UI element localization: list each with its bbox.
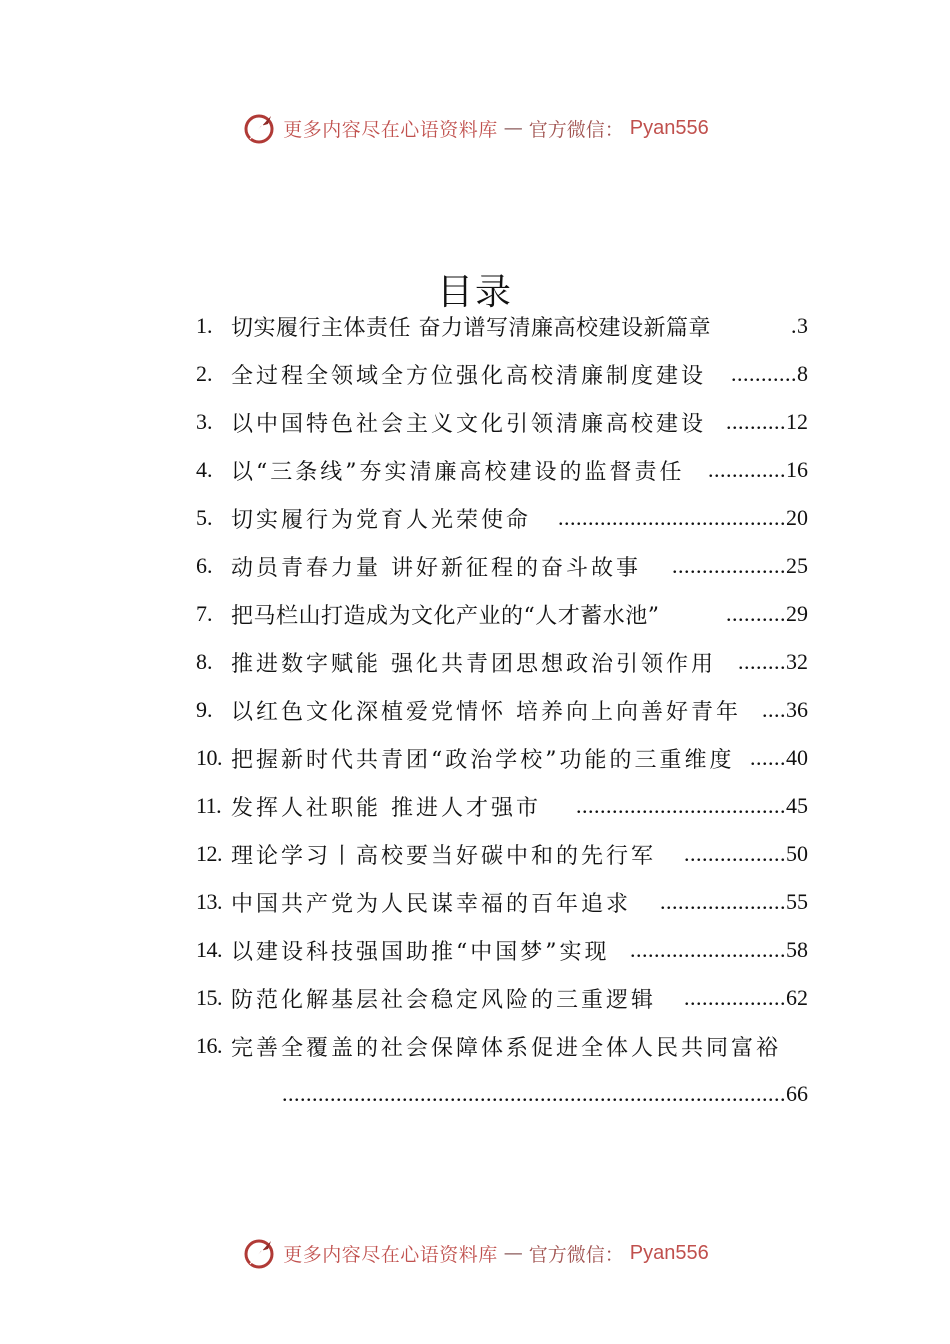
toc-number: 13. (196, 889, 222, 914)
toc-number: 10. (196, 745, 222, 770)
toc-leader: ........... (731, 361, 797, 386)
toc-leader: .......... (726, 409, 786, 434)
toc-entry-2[interactable] (196, 350, 808, 398)
toc-entry-13[interactable] (196, 878, 808, 926)
toc-entry-3[interactable] (196, 398, 808, 446)
toc-entry-6[interactable] (196, 542, 808, 590)
toc-number: 3. (196, 409, 213, 434)
page-title: 目录 (436, 272, 513, 314)
toc-entry-1[interactable] (196, 302, 808, 350)
toc-title: 发挥人社职能 推进人才强市 (231, 795, 541, 821)
toc-page: 58 (786, 937, 808, 962)
toc-page: 50 (786, 841, 808, 866)
toc-number: 5. (196, 505, 213, 530)
toc-leader: ...................................... (558, 505, 786, 530)
banner-wechat-id: Pyan556 (629, 116, 709, 139)
toc-title: 把马栏山打造成为文化产业的“人才蓄水池” (231, 603, 660, 629)
toc-page: 25 (786, 553, 808, 578)
toc-leader: . (791, 313, 797, 338)
banner-separator: — (503, 117, 523, 139)
toc-leader: ........ (738, 649, 786, 674)
toc-title: 以中国特色社会主义文化引领清廉高校建设 (231, 411, 707, 437)
toc-title: 把握新时代共青团“政治学校”功能的三重维度 (231, 747, 735, 773)
toc-entry-8[interactable] (196, 638, 808, 686)
toc-title: 防范化解基层社会稳定风险的三重逻辑 (231, 987, 657, 1013)
toc-number: 12. (196, 841, 222, 866)
banner-text: 更多内容尽在心语资料库 (283, 118, 498, 141)
toc-entry-14[interactable] (196, 926, 808, 974)
toc-leader: ..................... (660, 889, 786, 914)
toc-leader: ................................... (576, 793, 786, 818)
toc-title: 切实履行为党育人光荣使命 (231, 507, 532, 533)
toc-number: 4. (196, 457, 213, 482)
toc-title: 中国共产党为人民谋幸福的百年追求 (231, 891, 632, 917)
toc-title: 以建设科技强国助推“中国梦”实现 (231, 939, 610, 965)
toc-number: 16. (196, 1033, 222, 1058)
toc-entry-16[interactable] (196, 1022, 808, 1070)
toc-leader: ................... (672, 553, 786, 578)
footer-watermark-banner (0, 1233, 950, 1273)
banner-text: 更多内容尽在心语资料库 (283, 1243, 498, 1266)
toc-title: 以“三条线”夯实清廉高校建设的监督责任 (231, 459, 685, 485)
toc-entry-12[interactable] (196, 830, 808, 878)
toc-page: 55 (786, 889, 808, 914)
toc-title: 切实履行主体责任 奋力谱写清廉高校建设新篇章 (231, 315, 711, 341)
toc-entry-4[interactable] (196, 446, 808, 494)
toc-leader: ................. (684, 841, 786, 866)
toc-title: 理论学习丨高校要当好碳中和的先行军 (231, 843, 657, 869)
toc-page: 32 (786, 649, 808, 674)
toc-entry-16-continuation[interactable] (196, 1070, 808, 1118)
toc-leader: .... (762, 697, 786, 722)
toc-number: 6. (196, 553, 213, 578)
toc-number: 8. (196, 649, 213, 674)
toc-leader: .......................... (630, 937, 786, 962)
toc-page: 12 (786, 409, 808, 434)
toc-entry-10[interactable] (196, 734, 808, 782)
toc-title: 动员青春力量 讲好新征程的奋斗故事 (231, 555, 641, 581)
toc-leader: ............. (708, 457, 786, 482)
toc-number: 14. (196, 937, 222, 962)
toc-page: 29 (786, 601, 808, 626)
banner-separator: — (503, 1242, 523, 1264)
banner-wechat-id: Pyan556 (629, 1241, 709, 1264)
toc-title: 推进数字赋能 强化共青团思想政治引领作用 (231, 651, 716, 677)
toc-page: 20 (786, 505, 808, 530)
toc-title: 以红色文化深植爱党情怀 培养向上向善好青年 (231, 699, 741, 725)
toc-page: 62 (786, 985, 808, 1010)
quill-pen-logo-icon (241, 110, 277, 146)
toc-entry-7[interactable] (196, 590, 808, 638)
toc-page: 3 (797, 313, 808, 338)
toc-title: 完善全覆盖的社会保障体系促进全体人民共同富裕 (231, 1035, 782, 1061)
toc-entry-5[interactable] (196, 494, 808, 542)
banner-wechat-label: 官方微信： (528, 118, 624, 141)
toc-number: 15. (196, 985, 222, 1010)
toc-page: 8 (797, 361, 808, 386)
toc-title: 全过程全领域全方位强化高校清廉制度建设 (231, 363, 707, 389)
toc-number: 1. (196, 313, 213, 338)
toc-page: 66 (786, 1081, 808, 1106)
toc-page: 45 (786, 793, 808, 818)
toc-number: 2. (196, 361, 213, 386)
banner-wechat-label: 官方微信： (528, 1243, 624, 1266)
toc-leader: ................. (684, 985, 786, 1010)
toc-page: 40 (786, 745, 808, 770)
toc-number: 7. (196, 601, 213, 626)
toc-leader: .......... (726, 601, 786, 626)
toc-page: 16 (786, 457, 808, 482)
quill-pen-logo-icon (241, 1235, 277, 1271)
toc-page: 36 (786, 697, 808, 722)
toc-entry-11[interactable] (196, 782, 808, 830)
toc-leader: ...... (750, 745, 786, 770)
toc-leader: .................................................................................... (282, 1081, 786, 1106)
toc-number: 11. (196, 793, 222, 818)
header-watermark-banner (0, 108, 950, 148)
toc-number: 9. (196, 697, 213, 722)
table-of-contents (196, 302, 808, 1118)
toc-entry-15[interactable] (196, 974, 808, 1022)
toc-entry-9[interactable] (196, 686, 808, 734)
